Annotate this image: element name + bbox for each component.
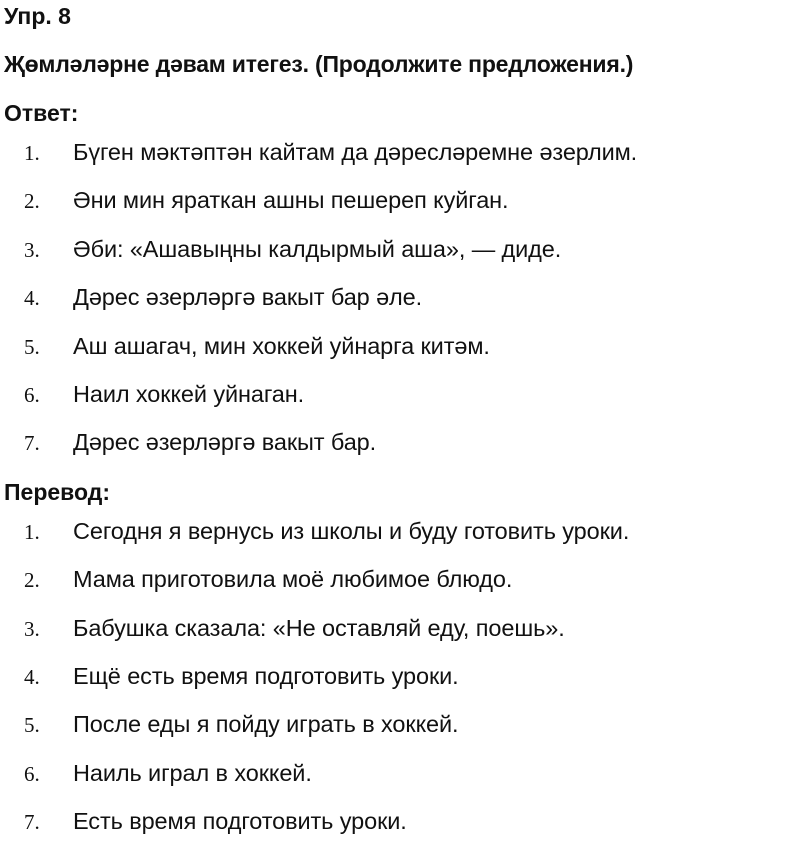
list-item	[0, 700, 789, 748]
item-number: 4.	[24, 286, 40, 311]
list-item	[0, 604, 789, 652]
item-number: 7.	[24, 431, 40, 456]
list-item	[0, 176, 789, 224]
item-number: 6.	[24, 382, 40, 407]
answer-heading: Ответ:	[4, 100, 79, 126]
exercise-title: Упр. 8	[4, 3, 71, 29]
item-text: Ещё есть время подготовить уроки.	[73, 662, 459, 689]
list-item	[0, 555, 789, 603]
item-number: 6.	[24, 761, 40, 786]
item-number: 3.	[24, 616, 40, 641]
list-item	[0, 322, 789, 370]
list-item	[0, 225, 789, 273]
answer-list	[0, 128, 789, 467]
list-item	[0, 128, 789, 176]
translation-list	[0, 507, 789, 846]
item-number: 7.	[24, 810, 40, 835]
list-item	[0, 652, 789, 700]
item-text: Дәрес әзерләргә вакыт бар әле.	[73, 284, 423, 311]
item-text: Әни мин яраткан ашны пешереп куйган.	[73, 187, 509, 214]
translation-heading: Перевод:	[4, 478, 111, 505]
item-text: Әби: «Ашавыңны калдырмый аша», — диде.	[73, 235, 562, 262]
item-text: Сегодня я вернусь из школы и буду готовить уроки.	[73, 517, 630, 544]
item-text: Аш ашагач, мин хоккей уйнарга китәм.	[73, 332, 490, 359]
item-text: Мама приготовила моё любимое блюдо.	[73, 566, 513, 593]
item-text: Бүген мәктәптән кайтам да дәресләремне әзерлим.	[73, 139, 638, 165]
item-number: 1.	[24, 519, 40, 544]
list-item	[0, 418, 789, 466]
item-number: 5.	[24, 713, 40, 738]
list-item	[0, 273, 789, 321]
item-number: 2.	[24, 568, 40, 593]
item-number: 5.	[24, 334, 40, 359]
list-item	[0, 370, 789, 418]
item-number: 3.	[24, 237, 40, 262]
item-text: Бабушка сказала: «Не оставляй еду, поешь».	[73, 614, 565, 641]
item-number: 4.	[24, 664, 40, 689]
item-text: Дәрес әзерләргә вакыт бар.	[73, 429, 377, 456]
item-text: Наиль играл в хоккей.	[73, 759, 312, 786]
item-text: После еды я пойду играть в хоккей.	[73, 711, 459, 738]
item-number: 1.	[24, 141, 40, 165]
list-item	[0, 749, 789, 797]
item-number: 2.	[24, 189, 40, 214]
list-item	[0, 797, 789, 845]
item-text: Есть время подготовить уроки.	[73, 808, 407, 835]
list-item	[0, 507, 789, 555]
task-instruction: Җөмләләрне дәвам итегез. (Продолжите предложения.)	[4, 51, 634, 77]
item-text: Наил хоккей уйнаган.	[73, 380, 305, 407]
